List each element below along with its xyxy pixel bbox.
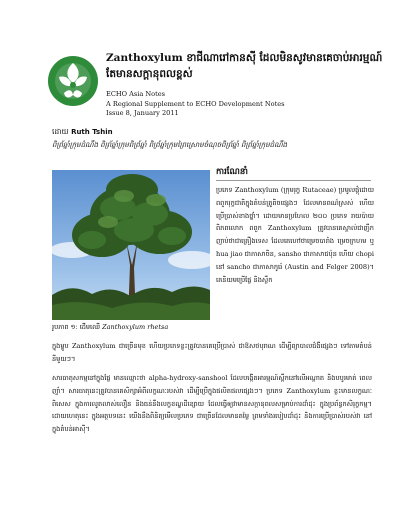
issue-number: Issue 8, January 2011 <box>106 109 179 117</box>
title-latin: Zanthoxylum <box>106 52 183 64</box>
author-name: Ruth Tshin <box>71 128 113 136</box>
section-divider <box>216 180 371 181</box>
caption-latin: Zanthoxylum rhetsa <box>102 323 169 331</box>
section-heading: ការណែនាំ <box>216 167 248 177</box>
byline <box>52 127 113 138</box>
series-name: ECHO Asia Notes <box>106 90 166 98</box>
echo-logo-icon <box>47 55 99 107</box>
series-block <box>106 90 306 119</box>
title-khmer: ខាជីណារៅកានស៊ី ដែលមិនសូវមានគេចាប់អារម្មណ៍ តែមានសក្ដានុពលខ្ពស់ <box>106 52 383 80</box>
article-subtitle: ពិព្រ័ឆ្នាំក្រុមដំណឹង ពិព្រ័ឆ្នាំក្រុមពិព្រ័ឆ្នាំ ពិព្រ័ឆ្នាំក្រុមព្រៃស្រោមចំណុចពិព្រ័ឆ្នាំ ពិព្រ័ឆ្នាំក្រុមដំណឹង <box>52 141 288 149</box>
byline-prefix: ដោយ <box>52 127 69 136</box>
figure-caption <box>52 323 217 333</box>
intro-column-text: ប្រភេទ Zanthoxylum (ក្រុមរុក្ខ Rutaceae) ប្រមូលផ្ដុំដោយពពួករុក្ខជាតិក្នុងតំបន់ត្រូពិចផ្សេងៗ ដែលមានពណ៌ស្រស់ ហើយប្រើប្រាស់ខាងថ្នាំ។ ដោយមានប្រហែល ២០០ ប្រភេទ រាយប៉ាយ ពិភពលោក ពពួក Zanthoxylum ត្រូវបានគេស្គាល់ជាញឹកញាប់ថាជាគ្រឿងទេស ដែលគេហៅថាម្រេចបារាំង ម្រេចក្រហម ឬ hua jiao ជាភាសាចិន, sansho ជាភាសាជប៉ុន ហើយ chopi នៅ sancho ជាភាសាកូរ៉េ (Austin and Felger 2008)។ គេនិយមប្រើផ្លែ និងស្លឹក <box>216 186 374 284</box>
intro-paragraph-2: សារធាតុសកម្មនៅក្នុងផ្លែ មានឈ្មោះថា alpha-hydroxy-sanshool ដែលបង្កើតអារម្មណ៍ស្ពឹកនៅលើអណ្ដាត និងបបូរមាត់ ពេលញ៉ាំ។ សារធាតុនេះត្រូវបានគេសិក្សាអំពីលក្ខណៈរបស់វា ដើម្បីប្រើក្នុងផលិតផលផ្សេងៗ។ ប្រភេទ Zanthoxylum ខ្លះមានលក្ខណៈពិសេស ក្នុងការលូតលាស់លឿន និងធន់នឹងលក្ខខណ្ឌដីខ្សោយ ដែលធ្វើឲ្យវាមានសក្ដានុពលសម្រាប់ការដាំដុះ ក្នុងប្រព័ន្ធកសិរុក្ខកម្ម។ ដោយហេតុនេះ ក្នុងអត្ថបទនេះ យើងនឹងពិនិត្យមើលប្រភេទ ជាច្រើនដែលមានតម្លៃ ព្រមទាំងរបៀបដាំដុះ និងការប្រើប្រាស់របស់វា នៅក្នុងតំបន់អាស៊ី។ <box>52 374 372 434</box>
intro-paragraph-1: ក្នុងម្ហូប Zanthoxylum ជាច្រើនមុខ ហើយប្រភេទខ្លះត្រូវបានគេប្រើប្រាស់ ជាឱសថបុរាណ ដើម្បីព្យាបាលជំងឺផ្សេងៗ ទៅតាមតំបន់នីមួយៗ។ <box>52 342 372 363</box>
tree-photo <box>52 170 210 320</box>
document-title <box>106 50 391 82</box>
caption-khmer: រូបភាព ១: ដើមឈើ <box>52 323 101 331</box>
series-subtitle: A Regional Supplement to ECHO Development Notes <box>106 99 285 108</box>
